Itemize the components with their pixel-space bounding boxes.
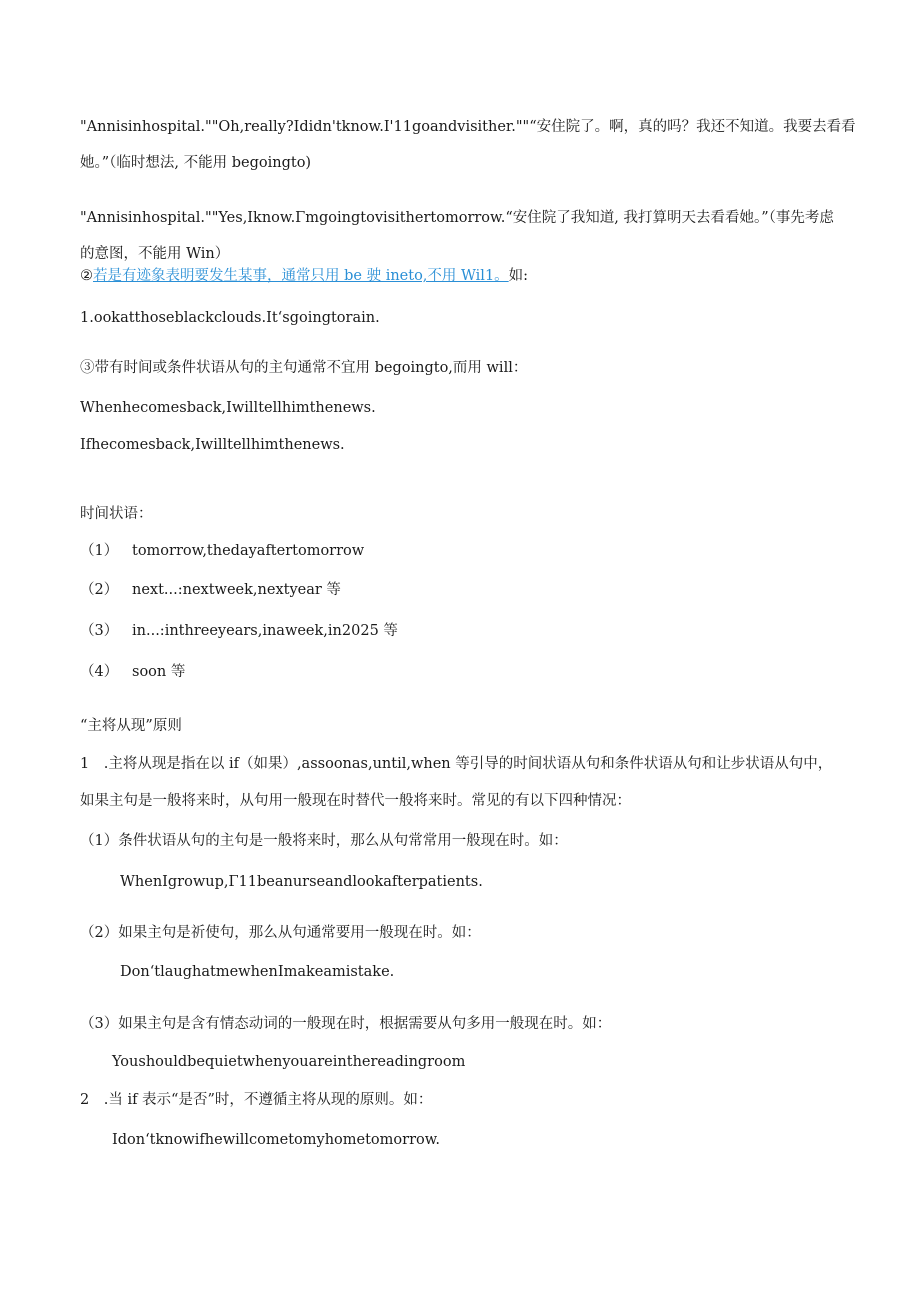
- paragraph-tail: 如:: [508, 268, 529, 284]
- list-item: [80, 621, 398, 641]
- paragraph-line: 如果主句是一般将来时，从句用一般现在时替代一般将来时。常见的有以下四种情况：: [80, 793, 631, 809]
- paragraph-line: "Annisinhospital.""Oh,really?Ididn'tknow.I'11goandvisither.""“安住院了。啊，真的吗？我还不知道。我要去看看: [80, 119, 856, 135]
- paragraph-line: ③带有时间或条件状语从句的主句通常不宜用 begoingto,而用 will：: [80, 360, 528, 376]
- list-item: [80, 541, 364, 561]
- list-item: [80, 580, 341, 600]
- paragraph-line: 1 .主将从现是指在以 if（如果）,assoonas,until,when 等引导的时间状语从句和条件状语从句和让步状语从句中，: [80, 756, 833, 772]
- list-item-text: tomorrow,thedayaftertomorrow: [132, 543, 365, 559]
- list-item-number: （1）: [80, 543, 119, 559]
- example-sentence: 1.ookatthoseblackclouds.It‘sgoingtorain.: [80, 310, 380, 326]
- section-heading: “主将从现”原则: [80, 718, 182, 734]
- paragraph-line: （2）如果主句是祈使句，那么从句通常要用一般现在时。如：: [80, 925, 481, 941]
- example-sentence: WhenIgrowup,Γ11beanurseandlookafterpatients.: [120, 874, 483, 890]
- example-sentence: Ifhecomesback,Iwilltellhimthenews.: [80, 437, 345, 453]
- paragraph-line: （1）条件状语从句的主句是一般将来时，那么从句常常用一般现在时。如：: [80, 833, 568, 849]
- paragraph-line: 2 .当 if 表示“是否”时，不遵循主将从现的原则。如：: [80, 1092, 433, 1108]
- example-sentence: Don‘tlaughatmewhenImakeamistake.: [120, 964, 395, 980]
- list-item-text: in...:inthreeyears,inaweek,in2025 等: [132, 623, 398, 639]
- section-heading: 时间状语：: [80, 506, 153, 522]
- example-sentence: Idon‘tknowifhewillcometomyhometomorrow.: [112, 1132, 441, 1148]
- list-item-number: （3）: [80, 623, 119, 639]
- list-item-text: soon 等: [132, 664, 186, 680]
- list-item-text: next...:nextweek,nextyear 等: [132, 582, 341, 598]
- list-item-number: （2）: [80, 582, 119, 598]
- list-item-number: （4）: [80, 664, 119, 680]
- paragraph-line: （3）如果主句是含有情态动词的一般现在时，根据需要从句多用一般现在时。如：: [80, 1016, 612, 1032]
- example-sentence: Youshouldbequietwhenyouareinthereadingroom: [112, 1054, 466, 1070]
- hyperlink[interactable]: 若是有迹象表明要发生某事，通常只用 be 驶 ineto,不用 Wil1。: [93, 268, 509, 284]
- paragraph-line: 的意图，不能用 Win）: [80, 246, 230, 262]
- paragraph-line: 她。”（临时想法, 不能用 begoingto): [80, 155, 312, 171]
- paragraph-line: [80, 266, 528, 286]
- paragraph-line: "Annisinhospital.""Yes,Iknow.Γmgoingtovisithertomorrow.“安住院了我知道, 我打算明天去看看她。”（事先考虑: [80, 210, 834, 226]
- list-item: [80, 662, 185, 682]
- example-sentence: Whenhecomesback,Iwilltellhimthenews.: [80, 400, 376, 416]
- circled-number: ②: [80, 268, 93, 284]
